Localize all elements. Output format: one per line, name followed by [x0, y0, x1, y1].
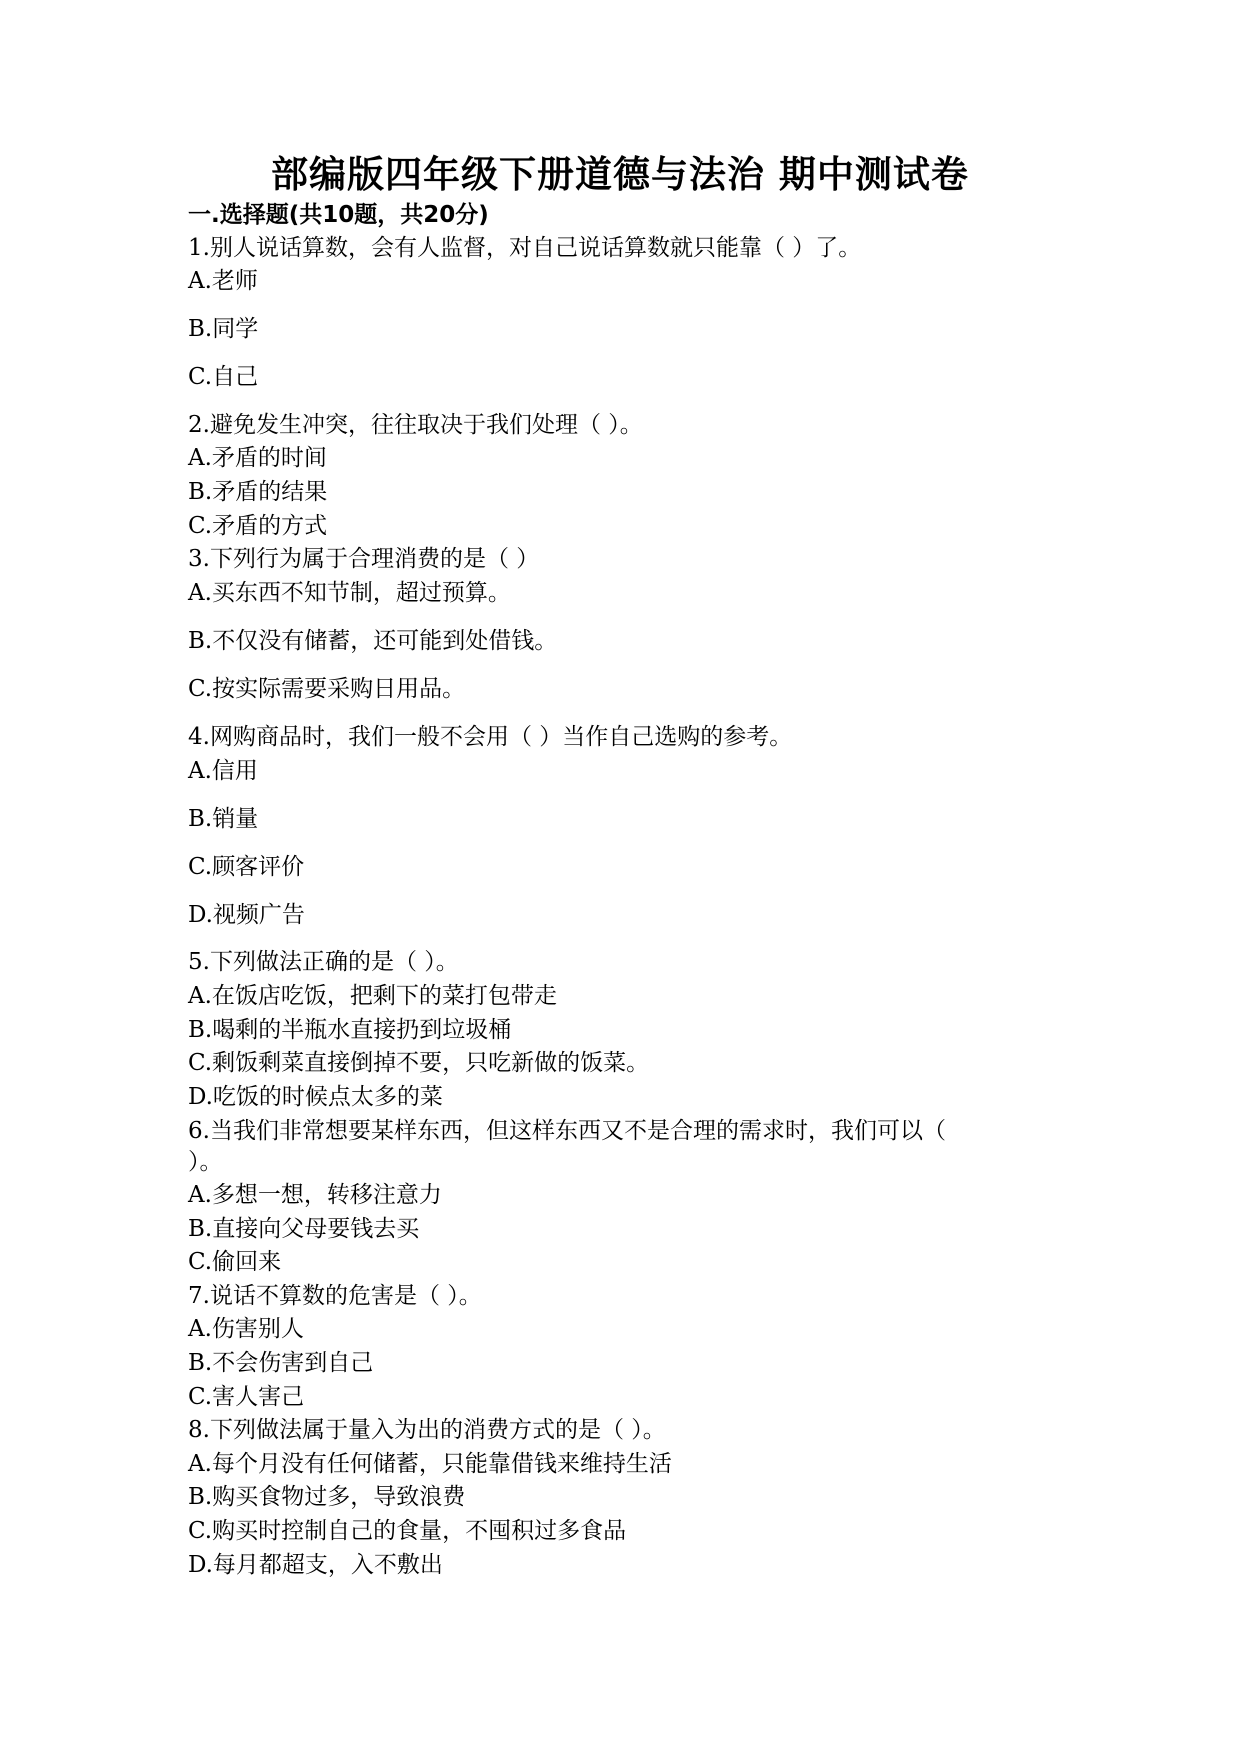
question-5-option-d: D.吃饭的时候点太多的菜 [188, 1084, 443, 1110]
section-heading: 一.选择题(共10题，共20分) [188, 202, 489, 228]
question-7-option-c: C.害人害己 [188, 1384, 305, 1410]
question-8-option-c: C.购买时控制自己的食量，不囤积过多食品 [188, 1518, 627, 1544]
question-4-option-b: B.销量 [188, 806, 259, 832]
question-2-option-a: A.矛盾的时间 [188, 445, 327, 471]
question-3-stem: 3.下列行为属于合理消费的是（ ） [188, 546, 540, 572]
question-5-stem: 5.下列做法正确的是（ ）。 [188, 949, 459, 975]
question-8-option-d: D.每月都超支，入不敷出 [188, 1552, 443, 1578]
question-6-option-a: A.多想一想，转移注意力 [188, 1182, 442, 1208]
question-1-option-b: B.同学 [188, 316, 259, 342]
question-4-option-a: A.信用 [188, 758, 258, 784]
question-7-option-a: A.伤害别人 [188, 1316, 304, 1342]
question-4-stem: 4.网购商品时，我们一般不会用（ ）当作自己选购的参考。 [188, 724, 793, 750]
page-title: 部编版四年级下册道德与法治 期中测试卷 [271, 153, 969, 196]
question-7-stem: 7.说话不算数的危害是（ ）。 [188, 1283, 482, 1309]
question-7-option-b: B.不会伤害到自己 [188, 1350, 374, 1376]
question-4-option-c: C.顾客评价 [188, 854, 305, 880]
question-6-stem-continued: ）。 [188, 1149, 223, 1175]
question-6-option-c: C.偷回来 [188, 1249, 282, 1275]
question-3-option-a: A.买东西不知节制，超过预算。 [188, 580, 511, 606]
question-2-stem: 2.避免发生冲突，往往取决于我们处理（ ）。 [188, 412, 643, 438]
question-1-option-a: A.老师 [188, 268, 258, 294]
question-6-stem: 6.当我们非常想要某样东西，但这样东西又不是合理的需求时，我们可以（ [188, 1118, 946, 1144]
question-8-option-b: B.购买食物过多，导致浪费 [188, 1484, 466, 1510]
question-5-option-b: B.喝剩的半瓶水直接扔到垃圾桶 [188, 1017, 512, 1043]
question-2-option-b: B.矛盾的结果 [188, 479, 328, 505]
question-1-option-c: C.自己 [188, 364, 259, 390]
question-4-option-d: D.视频广告 [188, 902, 305, 928]
question-2-option-c: C.矛盾的方式 [188, 513, 328, 539]
question-1-stem: 1.别人说话算数，会有人监督，对自己说话算数就只能靠（ ）了。 [188, 235, 862, 261]
question-8-option-a: A.每个月没有任何储蓄，只能靠借钱来维持生活 [188, 1451, 672, 1477]
question-5-option-a: A.在饭店吃饭，把剩下的菜打包带走 [188, 983, 557, 1009]
question-5-option-c: C.剩饭剩菜直接倒掉不要，只吃新做的饭菜。 [188, 1050, 650, 1076]
question-8-stem: 8.下列做法属于量入为出的消费方式的是（ ）。 [188, 1417, 666, 1443]
question-3-option-b: B.不仅没有储蓄，还可能到处借钱。 [188, 628, 558, 654]
question-6-option-b: B.直接向父母要钱去买 [188, 1216, 420, 1242]
question-3-option-c: C.按实际需要采购日用品。 [188, 676, 466, 702]
